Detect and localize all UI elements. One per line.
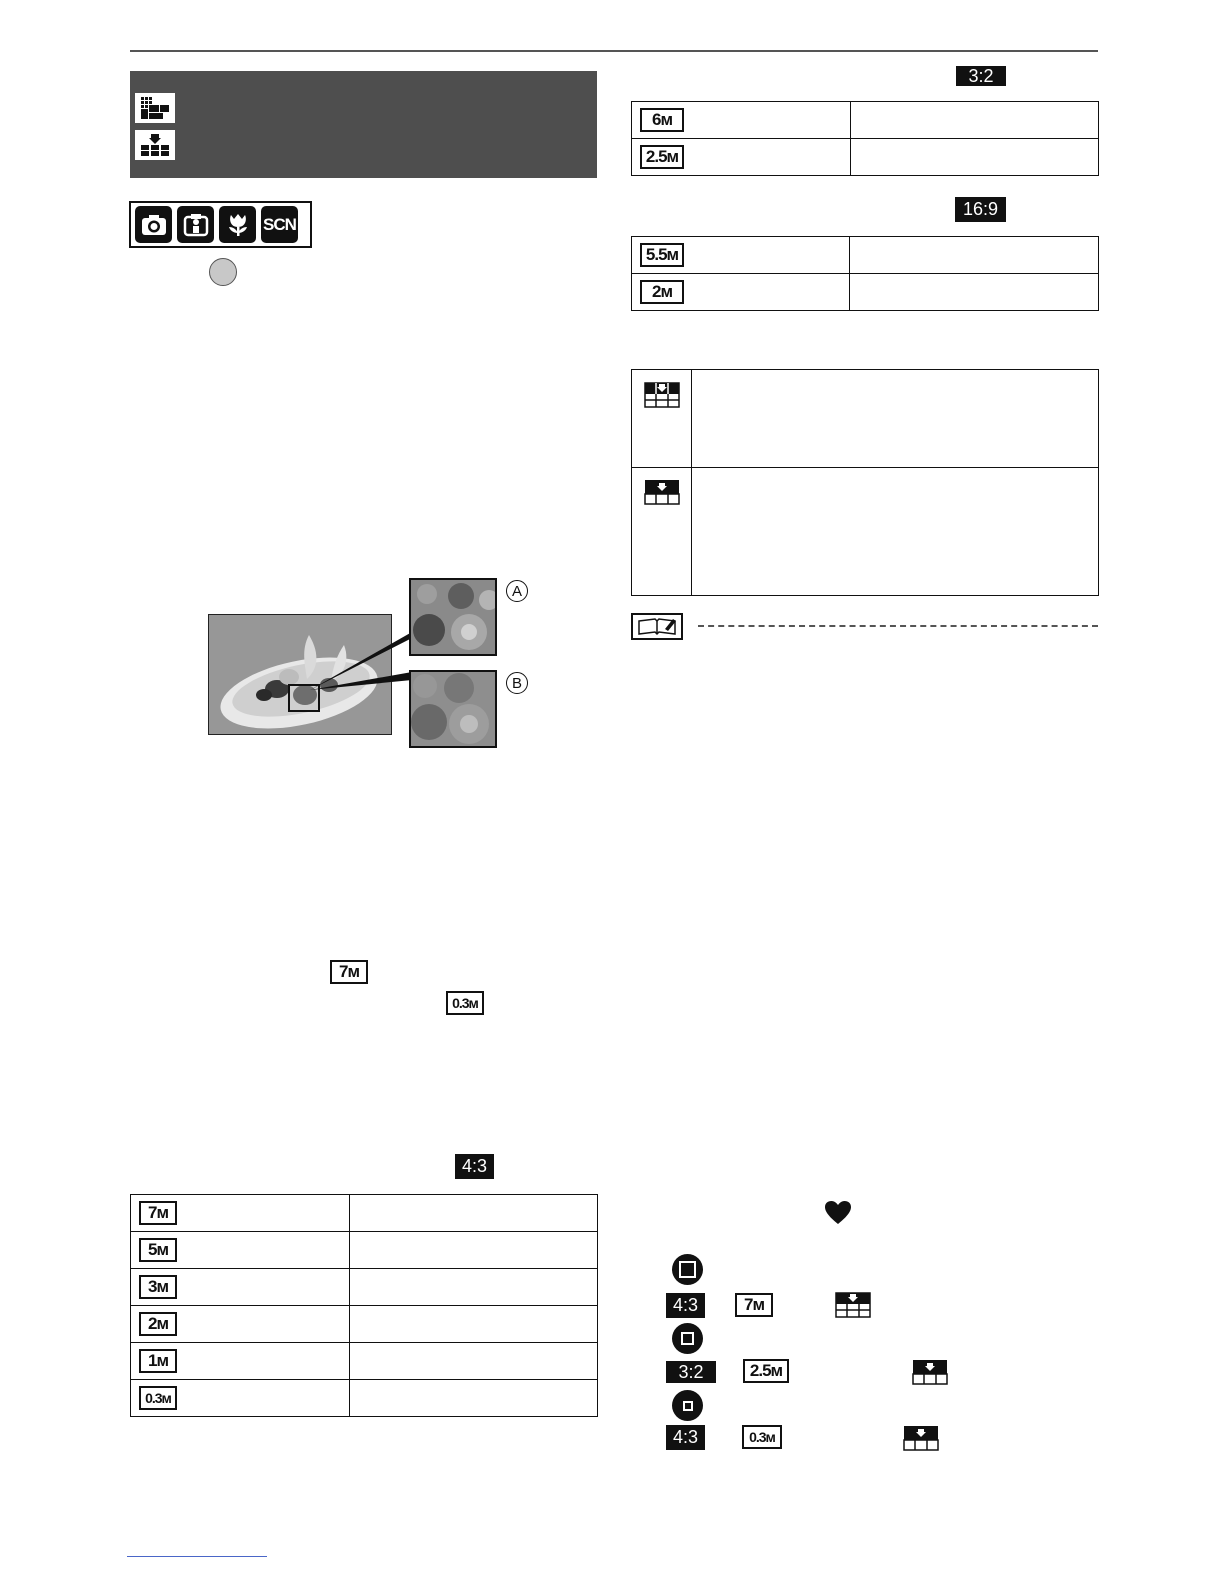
size-cell: 3м: [139, 1275, 177, 1299]
size-badge-smallest: 0.3м: [446, 991, 484, 1015]
aspect-badge-3-2: 3:2: [956, 66, 1006, 86]
table-row: [632, 237, 1099, 274]
note-divider: [698, 625, 1098, 627]
zoom-callout-lines: [300, 580, 420, 700]
size-table-16-9: [631, 236, 1099, 311]
size-cell: 2м: [139, 1312, 177, 1336]
size-badge-largest: 7м: [330, 960, 368, 984]
standard-quality-icon: [644, 479, 680, 505]
size-badge: 0.3м: [742, 1425, 782, 1449]
size-badge: 7м: [735, 1293, 773, 1317]
size-table-4-3: [130, 1194, 598, 1417]
size-cell: 0.3м: [139, 1386, 177, 1410]
table-row: [131, 1195, 598, 1232]
size-cell: 5.5м: [640, 243, 684, 267]
macro-mode-icon: [219, 206, 256, 243]
size-table-3-2: [631, 101, 1099, 176]
zoom-photo-a: [409, 578, 497, 656]
size-cell: 2.5м: [640, 145, 684, 169]
normal-picture-mode-icon: [135, 206, 172, 243]
aspect-badge-4-3: 4:3: [666, 1293, 705, 1318]
table-row: [131, 1380, 598, 1417]
table-row: [632, 274, 1099, 311]
quality-table: [631, 369, 1099, 596]
small-picture-size-icon: [672, 1390, 703, 1421]
table-row: [131, 1306, 598, 1343]
applicable-modes: [129, 201, 312, 248]
fine-quality-icon: [644, 382, 680, 408]
table-row: [131, 1269, 598, 1306]
footer-rule: [127, 1556, 267, 1557]
table-row: [632, 139, 1099, 176]
standard-quality-icon: [903, 1425, 939, 1451]
top-rule: [130, 50, 1098, 52]
zoom-photo-b: [409, 670, 497, 748]
table-row: [131, 1343, 598, 1380]
size-cell: 5м: [139, 1238, 177, 1262]
aspect-badge-3-2: 3:2: [666, 1361, 716, 1383]
label-a: A: [506, 580, 528, 602]
standard-quality-icon: [912, 1359, 948, 1385]
fine-quality-icon: [835, 1292, 871, 1318]
section-header: [130, 71, 597, 178]
large-picture-size-icon: [672, 1254, 703, 1285]
size-cell: 7м: [139, 1201, 177, 1225]
medium-picture-size-icon: [672, 1323, 703, 1354]
note-icon: [631, 613, 683, 640]
size-cell: 6м: [640, 108, 684, 132]
picture-size-icon: [135, 93, 175, 123]
size-cell: 2м: [640, 280, 684, 304]
table-row: [632, 102, 1099, 139]
aspect-badge-16-9: 16:9: [955, 197, 1006, 222]
label-b: B: [506, 672, 528, 694]
size-cell: 1м: [139, 1349, 177, 1373]
simple-mode-icon: [177, 206, 214, 243]
heart-icon: [824, 1200, 852, 1226]
quality-icon: [135, 130, 175, 160]
scene-mode-icon: SCN: [261, 206, 298, 243]
step-indicator-circle: [209, 258, 237, 286]
table-row: [131, 1232, 598, 1269]
size-badge: 2.5м: [743, 1359, 789, 1383]
aspect-badge-4-3: 4:3: [455, 1154, 494, 1179]
table-row: [632, 370, 1098, 468]
aspect-badge-4-3: 4:3: [666, 1425, 705, 1450]
table-row: [632, 467, 1098, 595]
